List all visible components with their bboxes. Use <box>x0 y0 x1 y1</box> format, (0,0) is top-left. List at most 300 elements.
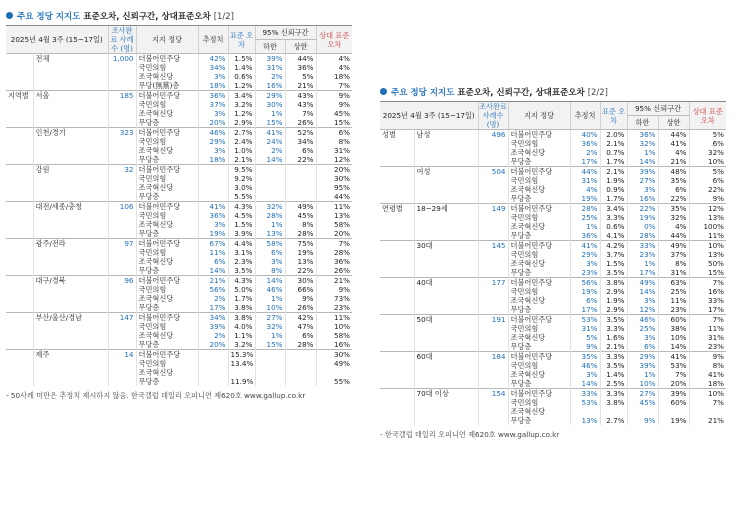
ci-upper-cell: 11% <box>658 296 689 305</box>
table-row <box>6 72 352 81</box>
table-row <box>6 350 352 360</box>
ci-upper-cell: 43% <box>285 100 316 109</box>
sample-size-cell: 496 <box>478 130 508 140</box>
rse-cell: 32% <box>689 148 726 157</box>
ci-upper-cell: 52% <box>285 128 316 138</box>
party-cell: 조국혁신당 <box>136 331 198 340</box>
group-label-cell <box>414 370 478 379</box>
ci-upper-cell: 13% <box>285 257 316 266</box>
group-label-cell: 제주 <box>33 350 108 360</box>
sample-size-cell <box>108 285 136 294</box>
sample-size-cell <box>478 333 508 342</box>
group-label-cell <box>33 285 108 294</box>
group-category-cell <box>6 229 33 239</box>
ci-lower-cell: 14% <box>255 276 285 286</box>
group-category-cell <box>6 350 33 360</box>
estimate-cell <box>198 165 228 175</box>
rse-cell: 22% <box>689 185 726 194</box>
sample-size-cell <box>478 342 508 352</box>
table-row <box>380 296 726 305</box>
sample-size-header: 조사완료 사례수 (명) <box>479 102 507 129</box>
group-category-cell <box>6 276 33 286</box>
rse-cell: 10% <box>689 389 726 399</box>
party-cell: 국민의힘 <box>508 176 570 185</box>
rse-cell: 31% <box>316 146 352 155</box>
group-label-cell <box>33 294 108 303</box>
group-label-cell <box>33 257 108 266</box>
ci-upper-cell: 14% <box>658 342 689 352</box>
group-category-cell <box>6 239 33 249</box>
ci-lower-header: 하한 <box>627 116 658 130</box>
group-category-cell <box>380 315 414 325</box>
ci-upper-cell: 10% <box>658 333 689 342</box>
rse-cell: 10% <box>316 322 352 331</box>
ci-lower-cell: 1% <box>627 148 658 157</box>
ci-lower-cell: 28% <box>255 211 285 220</box>
party-cell: 국민의힘 <box>136 137 198 146</box>
estimate-cell: 36% <box>570 231 600 241</box>
table-row <box>380 333 726 342</box>
ci-upper-cell <box>285 368 316 377</box>
group-label-cell: 강원 <box>33 165 108 175</box>
table-row <box>380 398 726 407</box>
table-row <box>380 379 726 389</box>
rse-cell: 18% <box>316 72 352 81</box>
ci-upper-cell: 9% <box>285 294 316 303</box>
estimate-cell <box>198 377 228 386</box>
ci-lower-cell: 46% <box>255 285 285 294</box>
std-error-cell: 3.5% <box>600 361 627 370</box>
group-category-cell <box>6 81 33 91</box>
group-label-cell: 전체 <box>33 54 108 64</box>
group-category-cell <box>380 352 414 362</box>
table-body <box>380 130 726 426</box>
std-error-cell: 3.5% <box>600 315 627 325</box>
std-error-cell: 3.8% <box>228 313 255 323</box>
ci-lower-cell: 41% <box>255 128 285 138</box>
rse-cell: 17% <box>689 305 726 315</box>
estimate-cell: 6% <box>570 296 600 305</box>
ci-upper-cell: 38% <box>658 324 689 333</box>
party-cell: 무당층 <box>136 303 198 313</box>
group-category-cell <box>6 359 33 368</box>
std-error-cell: 2.9% <box>600 305 627 315</box>
table-row <box>6 192 352 202</box>
page-indicator: [2/2] <box>587 88 608 98</box>
group-label-cell <box>414 416 478 425</box>
table-row <box>380 324 726 333</box>
sample-size-cell <box>108 183 136 192</box>
ci-upper-cell: 7% <box>285 109 316 118</box>
table-row <box>6 118 352 128</box>
ci-lower-cell: 45% <box>627 398 658 407</box>
table-row <box>6 377 352 386</box>
ci-lower-cell: 24% <box>255 137 285 146</box>
group-label-cell <box>33 100 108 109</box>
rse-cell: 12% <box>689 204 726 214</box>
ci-lower-cell: 27% <box>627 176 658 185</box>
bullet-icon <box>380 88 387 95</box>
std-error-cell: 2.7% <box>228 128 255 138</box>
estimate-cell: 31% <box>570 324 600 333</box>
party-cell: 국민의힘 <box>508 287 570 296</box>
ci-lower-cell <box>255 377 285 386</box>
ci-lower-cell: 27% <box>255 313 285 323</box>
page-indicator: [1/2] <box>213 12 234 22</box>
group-category-cell <box>6 137 33 146</box>
estimate-cell <box>570 407 600 416</box>
party-cell: 국민의힘 <box>136 322 198 331</box>
ci-upper-cell: 4% <box>658 148 689 157</box>
ci-lower-cell: 1% <box>255 220 285 229</box>
party-cell: 무당층 <box>136 192 198 202</box>
estimate-cell: 6% <box>198 257 228 266</box>
std-error-cell: 0.7% <box>600 148 627 157</box>
std-error-cell: 5.0% <box>228 285 255 294</box>
group-category-cell <box>380 222 414 231</box>
sample-size-cell: 147 <box>108 313 136 323</box>
rse-cell: 30% <box>316 174 352 183</box>
group-category-cell <box>6 202 33 212</box>
table-row <box>6 63 352 72</box>
group-category-cell <box>380 398 414 407</box>
std-error-cell: 1.5% <box>228 220 255 229</box>
table-row <box>6 109 352 118</box>
estimate-cell: 13% <box>570 416 600 425</box>
group-category-cell <box>6 100 33 109</box>
party-cell: 조국혁신당 <box>508 222 570 231</box>
sample-size-cell: 184 <box>478 352 508 362</box>
sample-size-cell <box>478 416 508 425</box>
sample-size-cell <box>478 176 508 185</box>
group-category-cell <box>380 305 414 315</box>
group-category-cell <box>6 220 33 229</box>
party-cell: 국민의힘 <box>508 250 570 259</box>
table-row <box>380 342 726 352</box>
table-row <box>380 130 726 140</box>
estimate-cell: 56% <box>198 285 228 294</box>
rse-cell: 11% <box>316 202 352 212</box>
ci-upper-cell <box>285 192 316 202</box>
group-label-cell <box>33 137 108 146</box>
group-label-cell <box>414 148 478 157</box>
rse-cell: 49% <box>316 359 352 368</box>
rse-cell: 11% <box>689 324 726 333</box>
ci-upper-cell: 6% <box>285 331 316 340</box>
table-row <box>6 248 352 257</box>
ci-upper-cell <box>285 165 316 175</box>
rse-cell: 45% <box>316 109 352 118</box>
panel-title <box>6 10 352 25</box>
group-label-cell <box>33 72 108 81</box>
group-category-cell <box>380 213 414 222</box>
group-category-cell <box>380 389 414 399</box>
party-cell: 무당층 <box>136 377 198 386</box>
ci-upper-cell: 19% <box>285 248 316 257</box>
ci-lower-cell: 39% <box>627 167 658 177</box>
ci-upper-cell: 7% <box>658 370 689 379</box>
table-row <box>380 185 726 194</box>
party-cell: 조국혁신당 <box>136 72 198 81</box>
group-label-cell <box>33 359 108 368</box>
sample-size-cell <box>478 361 508 370</box>
table-row <box>380 250 726 259</box>
party-cell: 조국혁신당 <box>136 146 198 155</box>
group-label-cell: 여성 <box>414 167 478 177</box>
ci-upper-cell: 44% <box>658 231 689 241</box>
ci-upper-cell: 47% <box>285 322 316 331</box>
group-label-cell <box>33 211 108 220</box>
group-label-cell <box>33 303 108 313</box>
group-label-cell: 부산/울산/경남 <box>33 313 108 323</box>
table-row <box>6 294 352 303</box>
ci-lower-cell: 13% <box>255 229 285 239</box>
party-cell: 무당층 <box>136 266 198 276</box>
estimate-cell: 3% <box>198 146 228 155</box>
ci-lower-cell: 29% <box>627 352 658 362</box>
ci-upper-cell: 44% <box>658 130 689 140</box>
period-header: 2025년 4월 3주 (15~17일) <box>6 26 108 54</box>
sample-size-cell <box>478 259 508 268</box>
table-row <box>6 155 352 165</box>
std-error-cell: 1.7% <box>600 194 627 204</box>
sample-size-cell: 149 <box>478 204 508 214</box>
ci-upper-cell: 30% <box>285 276 316 286</box>
ci-upper-cell: 41% <box>658 352 689 362</box>
sample-size-cell <box>108 100 136 109</box>
rse-cell: 33% <box>689 296 726 305</box>
group-label-cell <box>33 183 108 192</box>
std-error-cell: 3.4% <box>228 91 255 101</box>
std-error-cell: 1.6% <box>600 333 627 342</box>
rse-cell: 8% <box>316 137 352 146</box>
ci-lower-cell: 6% <box>255 248 285 257</box>
party-cell: 조국혁신당 <box>508 370 570 379</box>
ci-lower-cell: 14% <box>255 155 285 165</box>
group-label-cell: 대구/경북 <box>33 276 108 286</box>
rse-cell: 8% <box>689 361 726 370</box>
std-error-cell: 1.4% <box>600 370 627 379</box>
table-row <box>380 157 726 167</box>
ci-lower-cell: 39% <box>627 361 658 370</box>
party-cell: 조국혁신당 <box>508 296 570 305</box>
table-row <box>380 204 726 214</box>
sample-size-cell <box>108 331 136 340</box>
party-cell: 더불어민주당 <box>136 165 198 175</box>
rse-cell <box>316 368 352 377</box>
table-row <box>380 139 726 148</box>
group-category-cell <box>6 146 33 155</box>
group-category-cell <box>6 165 33 175</box>
party-cell: 무당(無黨)층 <box>136 81 198 91</box>
estimate-cell: 56% <box>570 278 600 288</box>
std-error-cell: 13.4% <box>228 359 255 368</box>
ci-upper-cell: 45% <box>285 211 316 220</box>
rse-cell: 7% <box>689 315 726 325</box>
footnote: - 50사례 미만은 추정치 제시하지 않음. 한국갤럽 데일리 오피니언 제620호 www.gallup.co.kr <box>6 391 306 400</box>
ci-upper-cell <box>658 407 689 416</box>
estimate-cell: 31% <box>570 176 600 185</box>
estimate-cell: 19% <box>570 194 600 204</box>
table-row <box>6 340 352 350</box>
ci-lower-cell <box>627 407 658 416</box>
std-error-cell: 4.0% <box>228 322 255 331</box>
sample-size-header: 조사완료 사례수 (명) <box>108 26 136 54</box>
ci-lower-cell: 30% <box>255 100 285 109</box>
ci-lower-cell: 14% <box>627 287 658 296</box>
estimate-cell: 44% <box>570 167 600 177</box>
party-cell: 더불어민주당 <box>136 202 198 212</box>
rse-cell: 9% <box>689 352 726 362</box>
std-error-cell: 1.9% <box>600 176 627 185</box>
estimate-cell: 17% <box>570 305 600 315</box>
group-category-cell <box>6 248 33 257</box>
party-cell: 조국혁신당 <box>508 333 570 342</box>
sample-size-cell <box>108 137 136 146</box>
group-category-cell <box>6 340 33 350</box>
group-label-cell <box>33 109 108 118</box>
table-row <box>6 266 352 276</box>
group-label-cell: 광주/전라 <box>33 239 108 249</box>
rse-cell: 21% <box>689 416 726 425</box>
sample-size-cell <box>478 250 508 259</box>
group-label-cell: 70대 이상 <box>414 389 478 399</box>
group-category-cell <box>6 72 33 81</box>
ci-upper-cell: 26% <box>285 303 316 313</box>
ci-upper-cell: 75% <box>285 239 316 249</box>
title-main: 주요 정당 지지도 <box>17 12 81 22</box>
group-label-cell <box>414 231 478 241</box>
group-category-cell <box>6 211 33 220</box>
group-label-cell <box>414 176 478 185</box>
estimate-cell: 14% <box>570 379 600 389</box>
ci-lower-cell: 1% <box>255 331 285 340</box>
group-category-cell <box>380 287 414 296</box>
ci-lower-cell: 33% <box>627 241 658 251</box>
ci-lower-cell: 36% <box>627 130 658 140</box>
table-row <box>6 322 352 331</box>
rse-cell: 7% <box>316 81 352 91</box>
group-label-cell: 남성 <box>414 130 478 140</box>
ci-lower-cell <box>255 350 285 360</box>
ci-upper-cell: 21% <box>285 81 316 91</box>
group-category-cell <box>6 257 33 266</box>
estimate-cell: 37% <box>198 100 228 109</box>
sample-size-cell <box>108 266 136 276</box>
group-label-cell <box>33 63 108 72</box>
rse-cell: 41% <box>689 370 726 379</box>
group-label-cell <box>414 185 478 194</box>
std-error-cell: 1.2% <box>228 81 255 91</box>
party-cell: 더불어민주당 <box>508 352 570 362</box>
std-error-cell: 2.9% <box>600 287 627 296</box>
ci-lower-cell: 15% <box>255 340 285 350</box>
sample-size-cell <box>108 72 136 81</box>
table-row <box>6 331 352 340</box>
table-row <box>6 303 352 313</box>
group-category-cell <box>380 167 414 177</box>
std-error-cell: 9.2% <box>228 174 255 183</box>
rse-cell: 36% <box>316 257 352 266</box>
sample-size-cell <box>108 359 136 368</box>
rse-cell: 26% <box>316 266 352 276</box>
party-cell: 조국혁신당 <box>136 220 198 229</box>
std-error-cell: 11.9% <box>228 377 255 386</box>
table-row <box>380 287 726 296</box>
sample-size-cell: 504 <box>478 167 508 177</box>
ci-upper-cell: 28% <box>285 340 316 350</box>
party-cell: 더불어민주당 <box>136 350 198 360</box>
sample-size-cell: 1,000 <box>108 54 136 64</box>
rse-cell: 11% <box>316 313 352 323</box>
group-label-cell <box>414 379 478 389</box>
sample-size-cell <box>108 109 136 118</box>
ci-lower-cell: 3% <box>255 257 285 266</box>
table-panel-2 <box>380 86 726 440</box>
ci-lower-cell: 2% <box>255 72 285 81</box>
party-cell: 국민의힘 <box>136 211 198 220</box>
party-cell: 조국혁신당 <box>136 368 198 377</box>
ci-lower-cell: 28% <box>627 231 658 241</box>
panel-title <box>380 86 726 101</box>
group-category-cell <box>6 322 33 331</box>
rse-cell: 13% <box>689 250 726 259</box>
std-error-cell: 1.7% <box>600 157 627 167</box>
std-error-cell: 1.5% <box>228 54 255 64</box>
sample-size-cell: 191 <box>478 315 508 325</box>
ci-upper-cell: 31% <box>658 268 689 278</box>
group-label-cell <box>33 192 108 202</box>
rse-cell: 10% <box>689 157 726 167</box>
estimate-cell: 21% <box>198 276 228 286</box>
ci-upper-cell: 22% <box>658 194 689 204</box>
ci-upper-cell <box>285 359 316 368</box>
ci-lower-cell: 17% <box>627 268 658 278</box>
estimate-cell: 9% <box>570 342 600 352</box>
estimate-cell <box>198 192 228 202</box>
group-label-cell: 인천/경기 <box>33 128 108 138</box>
sample-size-cell <box>478 148 508 157</box>
sample-size-cell <box>108 377 136 386</box>
std-error-header: 표준 오차 <box>600 102 627 130</box>
estimate-cell: 28% <box>570 204 600 214</box>
group-category-cell <box>380 278 414 288</box>
group-label-cell <box>414 213 478 222</box>
group-category-cell <box>380 194 414 204</box>
rse-cell: 16% <box>316 340 352 350</box>
rse-cell: 6% <box>689 139 726 148</box>
group-label-cell <box>33 146 108 155</box>
std-error-header: 표준 오차 <box>228 26 255 54</box>
estimate-cell: 20% <box>198 340 228 350</box>
sample-size-cell <box>108 174 136 183</box>
ci-lower-cell: 39% <box>255 54 285 64</box>
stats-table <box>6 25 352 386</box>
rse-cell: 21% <box>316 276 352 286</box>
group-category-cell <box>380 324 414 333</box>
ci-lower-cell: 16% <box>255 81 285 91</box>
ci-upper-cell: 42% <box>285 313 316 323</box>
table-row <box>6 257 352 266</box>
group-category-cell <box>6 63 33 72</box>
ci-lower-cell: 32% <box>255 322 285 331</box>
party-cell: 조국혁신당 <box>136 257 198 266</box>
ci-upper-cell: 21% <box>658 157 689 167</box>
estimate-cell: 29% <box>570 250 600 259</box>
ci-upper-header: 상한 <box>658 116 689 130</box>
ci-lower-cell <box>255 359 285 368</box>
party-cell: 무당층 <box>136 229 198 239</box>
